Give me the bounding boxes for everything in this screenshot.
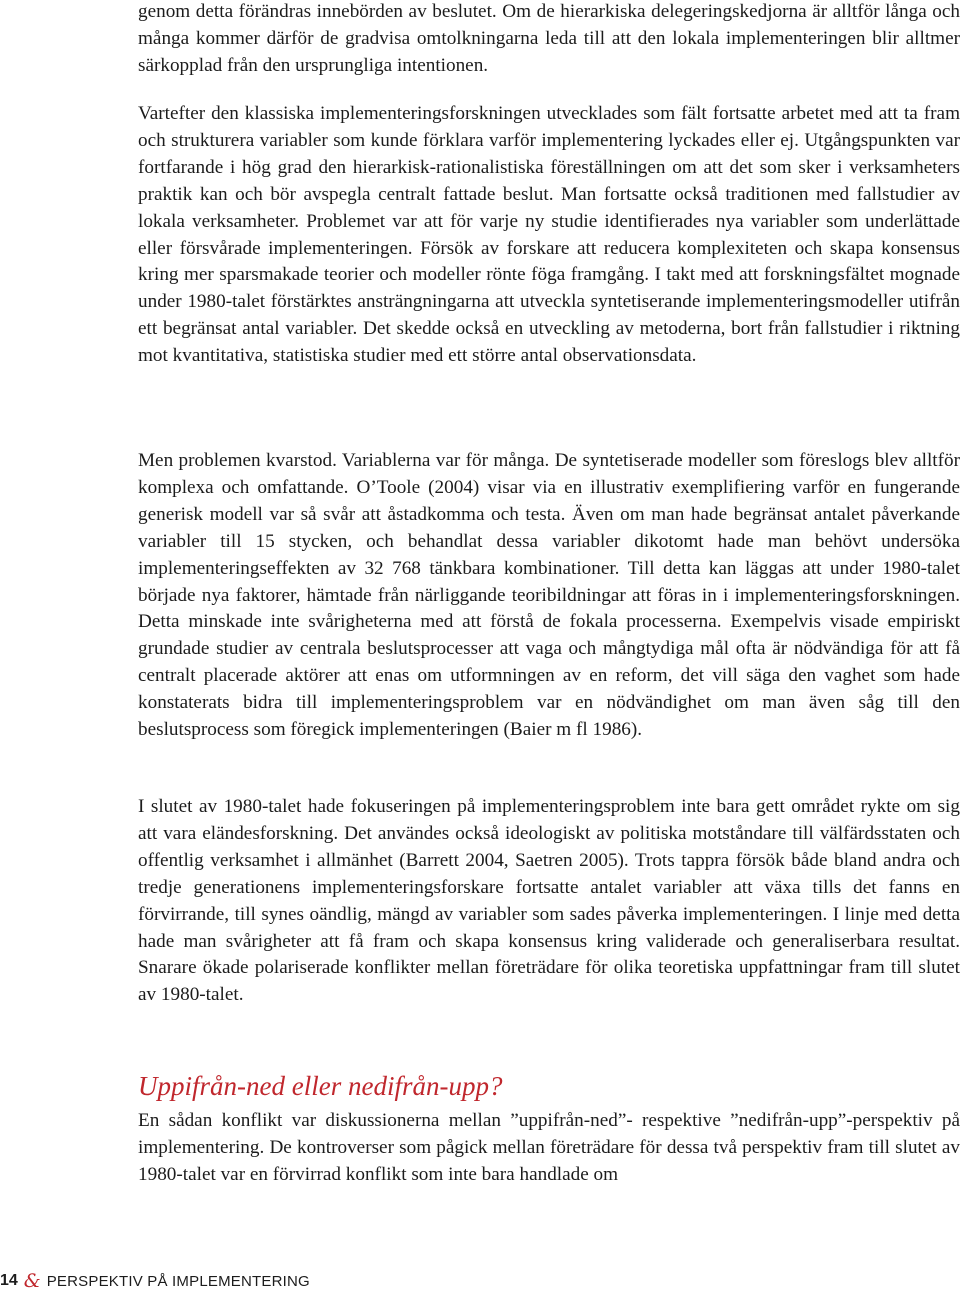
section-paragraph: En sådan konflikt var diskussionerna mellan ”uppifrån-ned”- respektive ”nedifrån-upp”-perspektiv på implementering. De kontroverser som pågick mellan företrädare för dessa två perspektiv fram till slutet av 1980-talet var en förvirrad konflikt som inte bara handlade om [138, 1110, 960, 1185]
running-title: PERSPEKTIV PÅ IMPLEMENTERING [46, 1272, 310, 1290]
section-heading: Uppifrån-ned eller nedifrån-upp? [138, 1071, 503, 1101]
body-paragraph-1: genom detta förändras innebörden av beslutet. Om de hierarkiska delegeringskedjorna är alltför långa och många kommer därför de gradvisa omtolkningarna leda till att den lokala implementeringen blir alltmer särkopplad från den ursprungliga intentionen. [138, 1, 960, 76]
body-paragraph-2: Vartefter den klassiska implementeringsforskningen utvecklades som fält fortsatte arbetet med att ta fram och strukturera variabler som kunde förklara varför implementering lyckades eller ej. Utgångspunkten var fortfarande i hög grad den hierarkisk-rationalistiska föreställningen om att det som sker i verksamheters praktik kan och bör avspegla centralt fattade beslut. Man fortsatte också traditionen med fallstudier av lokala verksamheter. Problemet var att för varje ny studie identifierades nya variabler som underlättade eller försvårade implementeringen. Försök av forskare att reducera komplexiteten och skapa konsensus kring mer sparsmakade teorier och modeller rönte föga framgång. I takt med att forskningsfältet mognade under 1980-talet förstärktes ansträngningarna att utveckla syntetiserande implementeringsmodeller utifrån ett begränsat antal variabler. Det skedde också en utveckling av metoderna, bort från fallstudier i riktning mot kvantitativa, statistiska studier med ett större antal observationsdata. [138, 103, 960, 367]
page-number: 14 [0, 1272, 18, 1289]
body-paragraph-3: Men problemen kvarstod. Variablerna var för många. De syntetiserade modeller som föreslogs blev alltför komplexa och omfattande. O’Toole (2004) visar via en illustrativ exemplifiering varför en fungerande generisk modell var så svår att åstadkomma och testa. Även om man hade begränsat antalet påverkande variabler till 15 stycken, och behandlat dessa variabler dikotomt hade man behövt undersöka implementeringseffekten av 32 768 tänkbara kombinationer. Till detta kan läggas att under 1980-talet började nya faktorer, hämtade från närliggande teoribildningar att föras in i implementeringsforskningen. Detta minskade inte svårigheterna med att förstå de fokala processerna. Exempelvis visade empiriskt grundade studier av centrala beslutsprocesser att vaga och mångtydiga mål ofta är nödvändiga för att få centralt placerade aktörer att enas om utformningen av en reform, det vill säga den vaghet som hade konstaterats bidra till implementeringsproblem var en nödvändighet om man även såg till den beslutsprocess som föregick implementeringen (Baier m fl 1986). [138, 450, 960, 741]
page-footer [0, 1268, 310, 1294]
body-paragraph-4: I slutet av 1980-talet hade fokuseringen på implementeringsproblem inte bara gett området rykte om sig att vara eländesforskning. Det användes också ideologiskt av politiska motståndare till välfärdsstaten och offentlig verksamhet i allmänhet (Barrett 2004, Saetren 2005). Trots tappra försök både bland andra och tredje generationens implementeringsforskare fortsatte antalet variabler att växa tills det fanns en förvirrande, till synes oändlig, mängd av variabler som sades påverka implementeringen. I linje med detta hade man svårigheter att få fram och skapa konsensus kring validerade och generaliserbara resultat. Snarare ökade polariserade konflikter mellan företrädare för olika teoretiska uppfattningar fram till slutet av 1980-talet. [138, 796, 960, 1006]
ampersand-ornament: & [23, 1270, 41, 1292]
